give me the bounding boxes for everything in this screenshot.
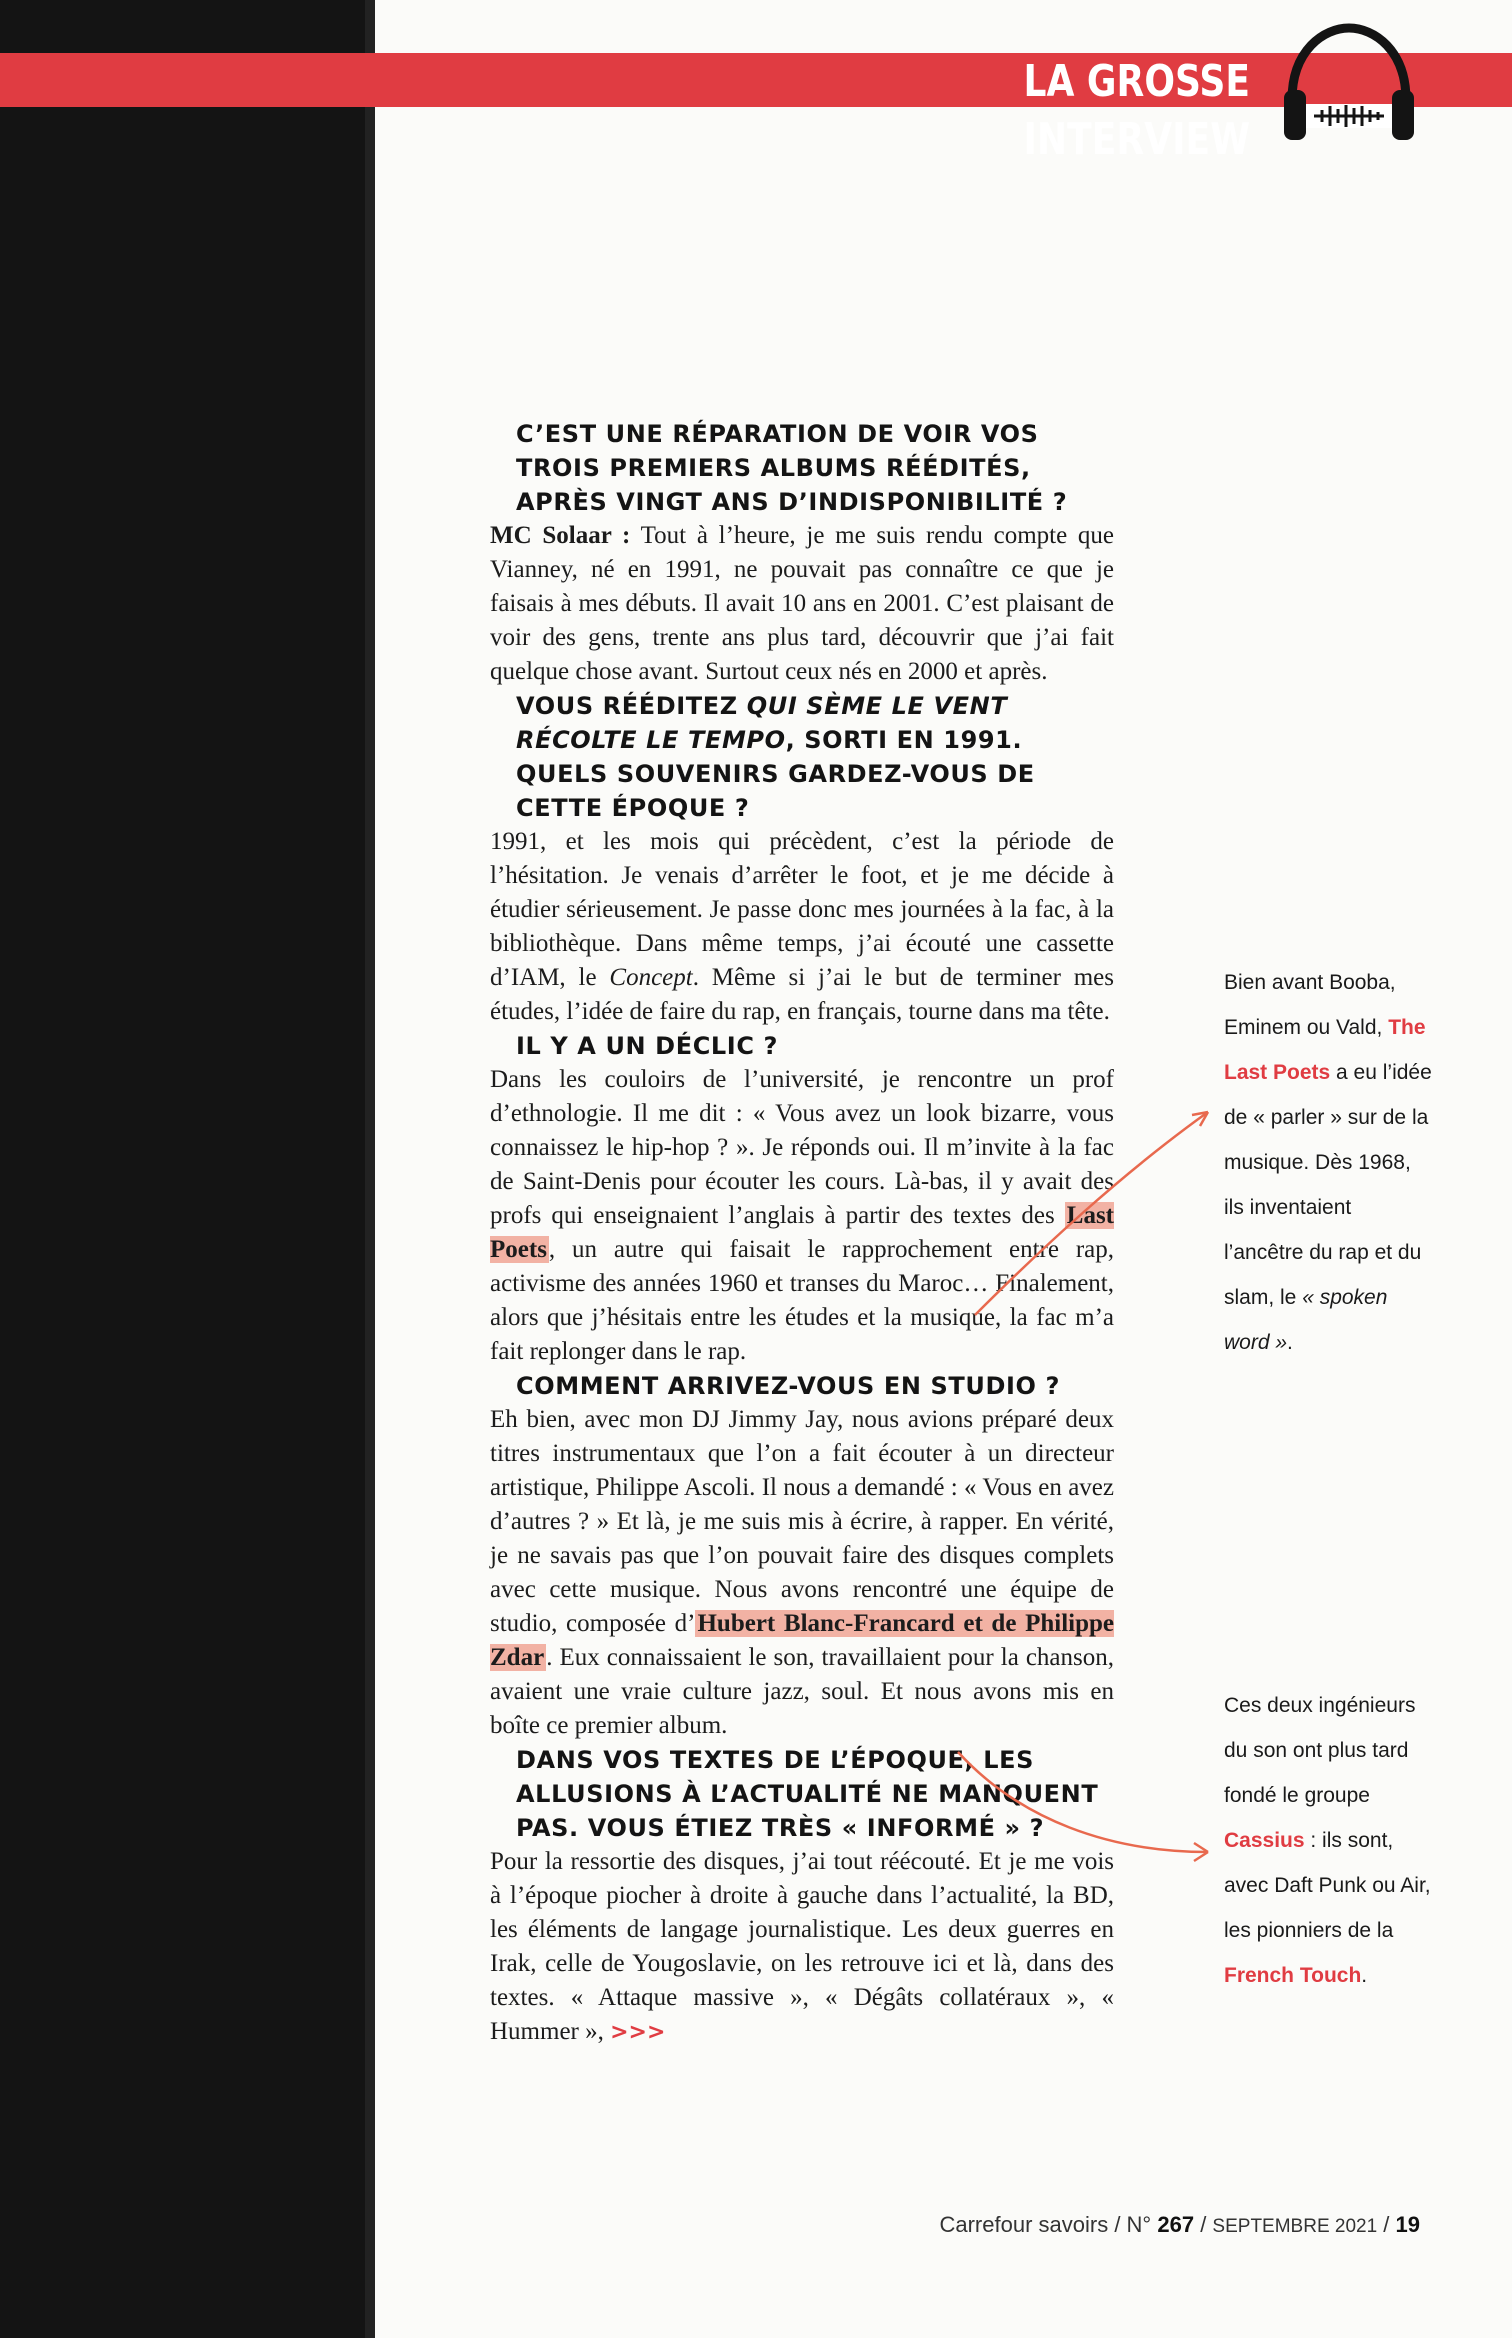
continue-marker: >>> — [610, 2020, 666, 2045]
footer-sep: / — [1377, 2212, 1396, 2237]
sidenote-1-red: The Last Poets — [1224, 1016, 1426, 1084]
publication-name: Carrefour savoirs — [939, 2212, 1109, 2237]
answer-4-part2: . Eux connaissaient le son, travaillaient pour la chanson, avaient une vraie culture jazz, soul. Et nous avons mis en boîte ce premier album. — [490, 1644, 1114, 1739]
sidenote-1-italic: « spoken word » — [1224, 1286, 1388, 1354]
question-3: IL Y A UN DÉCLIC ? — [516, 1032, 779, 1060]
footer-sep: / — [1108, 2212, 1127, 2237]
sidenote-last-poets — [1224, 960, 1434, 1365]
arrow-engineers-head — [1194, 1843, 1208, 1861]
sidenote-1-part1: Bien avant Booba, Eminem ou Vald, — [1224, 971, 1396, 1039]
question-2 — [490, 689, 1114, 825]
sidenote-2-part1: Ces deux ingénieurs du son ont plus tard fondé le groupe — [1224, 1694, 1416, 1807]
answer-5-text: Pour la ressortie des disques, j’ai tout réécouté. Et je me vois à l’époque piocher à droite à gauche dans l’actualité, la BD, les éléments de langage journalistique. Les deux guerres en Irak, celle de Yougoslavie, on les retrouve ici et là, dans des textes. « Attaque massive », « Dégâts collatéraux », « Hummer », — [490, 1848, 1114, 2045]
sidenote-1-end: . — [1287, 1331, 1293, 1354]
sidenote-cassius — [1224, 1683, 1434, 1998]
answer-3-part2: , un autre qui faisait le rapprochement entre rap, activisme des années 1960 et transes du Maroc… Finalement, alors que j’hésitais entre les études et la musique, la fac m’a fait replonger dans le rap. — [490, 1236, 1114, 1365]
headphones-icon — [1278, 20, 1420, 150]
footer-sep: / — [1194, 2212, 1213, 2237]
interview-article — [490, 417, 1114, 2050]
highlight-engineers: Hubert Blanc-Francard et de Philippe Zdar — [490, 1610, 1114, 1671]
question-2-part1: VOUS RÉÉDITEZ — [516, 692, 747, 720]
sidenote-2-part2: : ils sont, avec Daft Punk ou Air, les pionniers de la — [1224, 1829, 1431, 1942]
issue-number: 267 — [1157, 2212, 1195, 2237]
sidenote-2-red2: French Touch — [1224, 1964, 1362, 1987]
question-5: DANS VOS TEXTES DE L’ÉPOQUE, LES ALLUSIONS À L’ACTUALITÉ NE MANQUENT PAS. VOUS ÉTIEZ TRÈS « INFORMÉ » ? — [516, 1746, 1099, 1842]
page-footer — [820, 2212, 1420, 2238]
answer-4-part1: Eh bien, avec mon DJ Jimmy Jay, nous avions préparé deux titres instrumentaux que l’on a fait écouter à un directeur artistique, Philippe Ascoli. Il nous a demandé : « Vous en avez d’autres ? » Et là, je me suis mis à écrire, à rapper. En vérité, je ne savais pas que l’on pouvait faire des disques complets avec cette musique. Nous avons rencontré une équipe de studio, composée d’ — [490, 1406, 1114, 1637]
album-title: QUI SÈME LE VENT RÉCOLTE LE TEMPO — [516, 692, 1008, 754]
question-2-part2: , SORTI EN 1991. QUELS SOUVENIRS GARDEZ-VOUS DE CETTE ÉPOQUE ? — [516, 726, 1035, 822]
question-4: COMMENT ARRIVEZ-VOUS EN STUDIO ? — [516, 1372, 1061, 1400]
section-title: LA GROSSE INTERVIEW — [1023, 56, 1250, 165]
answer-4 — [490, 1403, 1114, 1743]
answer-5 — [490, 1845, 1114, 2050]
answer-1 — [490, 519, 1114, 689]
answer-3-part1: Dans les couloirs de l’université, je rencontre un prof d’ethnologie. Il me dit : « Vous avez un look bizarre, vous connaissez le hip-hop ? ». Je réponds oui. Il m’invite à la fac de Saint-Denis pour écouter les cours. Là-bas, il y avait des profs qui enseignaient l’anglais à partir des textes des — [490, 1066, 1114, 1229]
issue-prefix: N° — [1126, 2212, 1158, 2237]
sidenote-1-part2: a eu l’idée de « parler » sur de la musique. Dès 1968, ils inventaient l’ancêtre du rap et du slam, le — [1224, 1061, 1432, 1309]
answer-3 — [490, 1063, 1114, 1369]
sidenote-2-end: . — [1361, 1964, 1368, 1987]
arrow-last-poets-head — [1192, 1112, 1208, 1126]
answer-2-part2: . Même si j’ai le but de terminer mes études, l’idée de faire du rap, en français, tourne dans ma tête. — [490, 964, 1114, 1025]
sidenote-2-red1: Cassius — [1224, 1829, 1305, 1852]
answer-2-part1: 1991, et les mois qui précèdent, c’est la période de l’hésitation. Je venais d’arrêter le foot, et je me décide à étudier sérieusement. Je passe donc mes journées à la fac, à la bibliothèque. Dans même temps, j’ai écouté une cassette d’IAM, le — [490, 828, 1114, 991]
answer-2-italic: Concept — [609, 964, 693, 991]
issue-date: SEPTEMBRE 2021 — [1212, 2216, 1378, 2237]
answer-2 — [490, 825, 1114, 1029]
page-number: 19 — [1395, 2212, 1420, 2237]
answer-1-text: Tout à l’heure, je me suis rendu compte que Vianney, né en 1991, ne pouvait pas connaître ce que je faisais à mes débuts. Il avait 10 ans en 2001. C’est plaisant de voir des gens, trente ans plus tard, découvrir que j’ai fait quelque chose avant. Surtout ceux nés en 2000 et après. — [490, 522, 1114, 685]
left-black-margin — [0, 0, 375, 2338]
highlight-last-poets: Last Poets — [490, 1202, 1114, 1263]
speaker-name: MC Solaar : — [490, 522, 631, 549]
question-1: C’EST UNE RÉPARATION DE VOIR VOS TROIS PREMIERS ALBUMS RÉÉDITÉS, APRÈS VINGT ANS D’INDISPONIBILITÉ ? — [516, 420, 1068, 516]
